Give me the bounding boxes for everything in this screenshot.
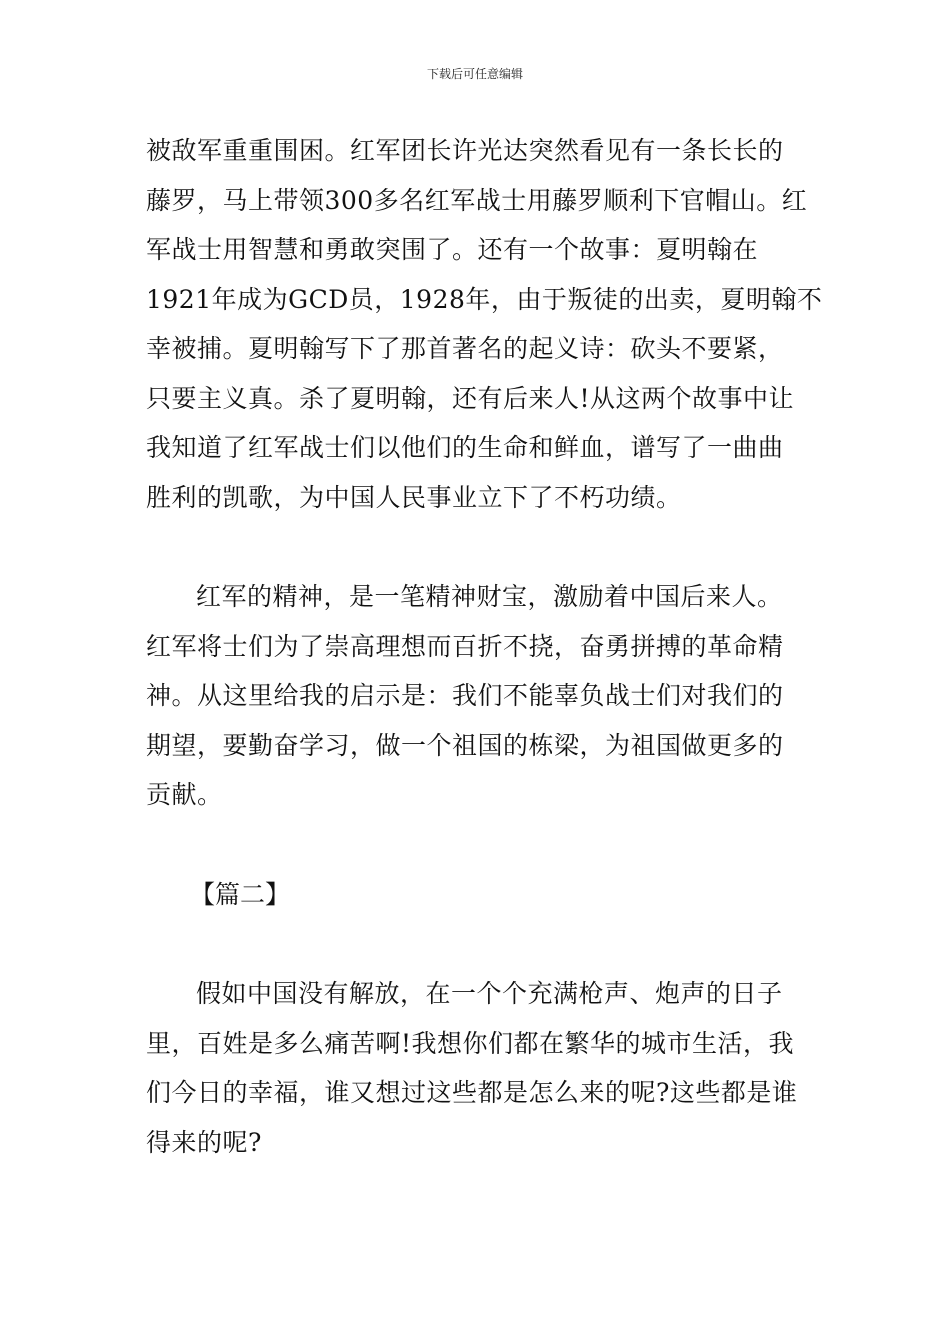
text-line: 红军将士们为了崇高理想而百折不挠，奋勇拼搏的革命精 bbox=[146, 631, 784, 661]
section-heading: 【篇二】 bbox=[190, 879, 291, 909]
text-line: 我知道了红军战士们以他们的生命和鲜血，谱写了一曲曲 bbox=[146, 433, 784, 462]
paragraph-gap bbox=[146, 919, 810, 969]
document-body bbox=[146, 126, 823, 1167]
text-line: 藤罗，马上带领300多名红军战士用藤罗顺利下官帽山。红 bbox=[146, 185, 808, 215]
paragraph-1 bbox=[146, 126, 823, 522]
text-line: 幸被捕。夏明翰写下了那首著名的起义诗：砍头不要紧， bbox=[146, 334, 784, 363]
text-line: 里，百姓是多么痛苦啊!我想你们都在繁华的城市生活，我 bbox=[146, 1028, 795, 1058]
text-line: 被敌军重重围困。红军团长许光达突然看见有一条长长的 bbox=[146, 136, 784, 165]
text-line: 胜利的凯歌，为中国人民事业立下了不朽功绩。 bbox=[146, 482, 682, 512]
text-line: 假如中国没有解放，在一个个充满枪声、炮声的日子 bbox=[196, 979, 783, 1008]
paragraph-gap bbox=[146, 820, 810, 870]
paragraph-2 bbox=[146, 572, 810, 820]
header-note: 下载后可任意编辑 bbox=[426, 67, 523, 81]
text-line: 神。从这里给我的启示是：我们不能辜负战士们对我们的 bbox=[146, 681, 784, 710]
text-line: 只要主义真。杀了夏明翰，还有后来人!从这两个故事中让 bbox=[146, 383, 795, 413]
text-line: 军战士用智慧和勇敢突围了。还有一个故事：夏明翰在 bbox=[146, 235, 759, 264]
text-line: 们今日的幸福，谁又想过这些都是怎么来的呢?这些都是谁 bbox=[146, 1078, 798, 1107]
text-line: 1921年成为GCD员，1928年，由于叛徒的出卖，夏明翰不 bbox=[146, 284, 823, 314]
paragraph-3 bbox=[146, 969, 810, 1167]
text-line: 期望，要勤奋学习，做一个祖国的栋梁，为祖国做更多的 bbox=[146, 730, 784, 760]
text-line: 红军的精神，是一笔精神财宝，激励着中国后来人。 bbox=[196, 582, 783, 611]
text-line: 贡献。 bbox=[146, 780, 223, 809]
text-line: 得来的呢? bbox=[146, 1127, 262, 1157]
paragraph-gap bbox=[146, 522, 810, 572]
